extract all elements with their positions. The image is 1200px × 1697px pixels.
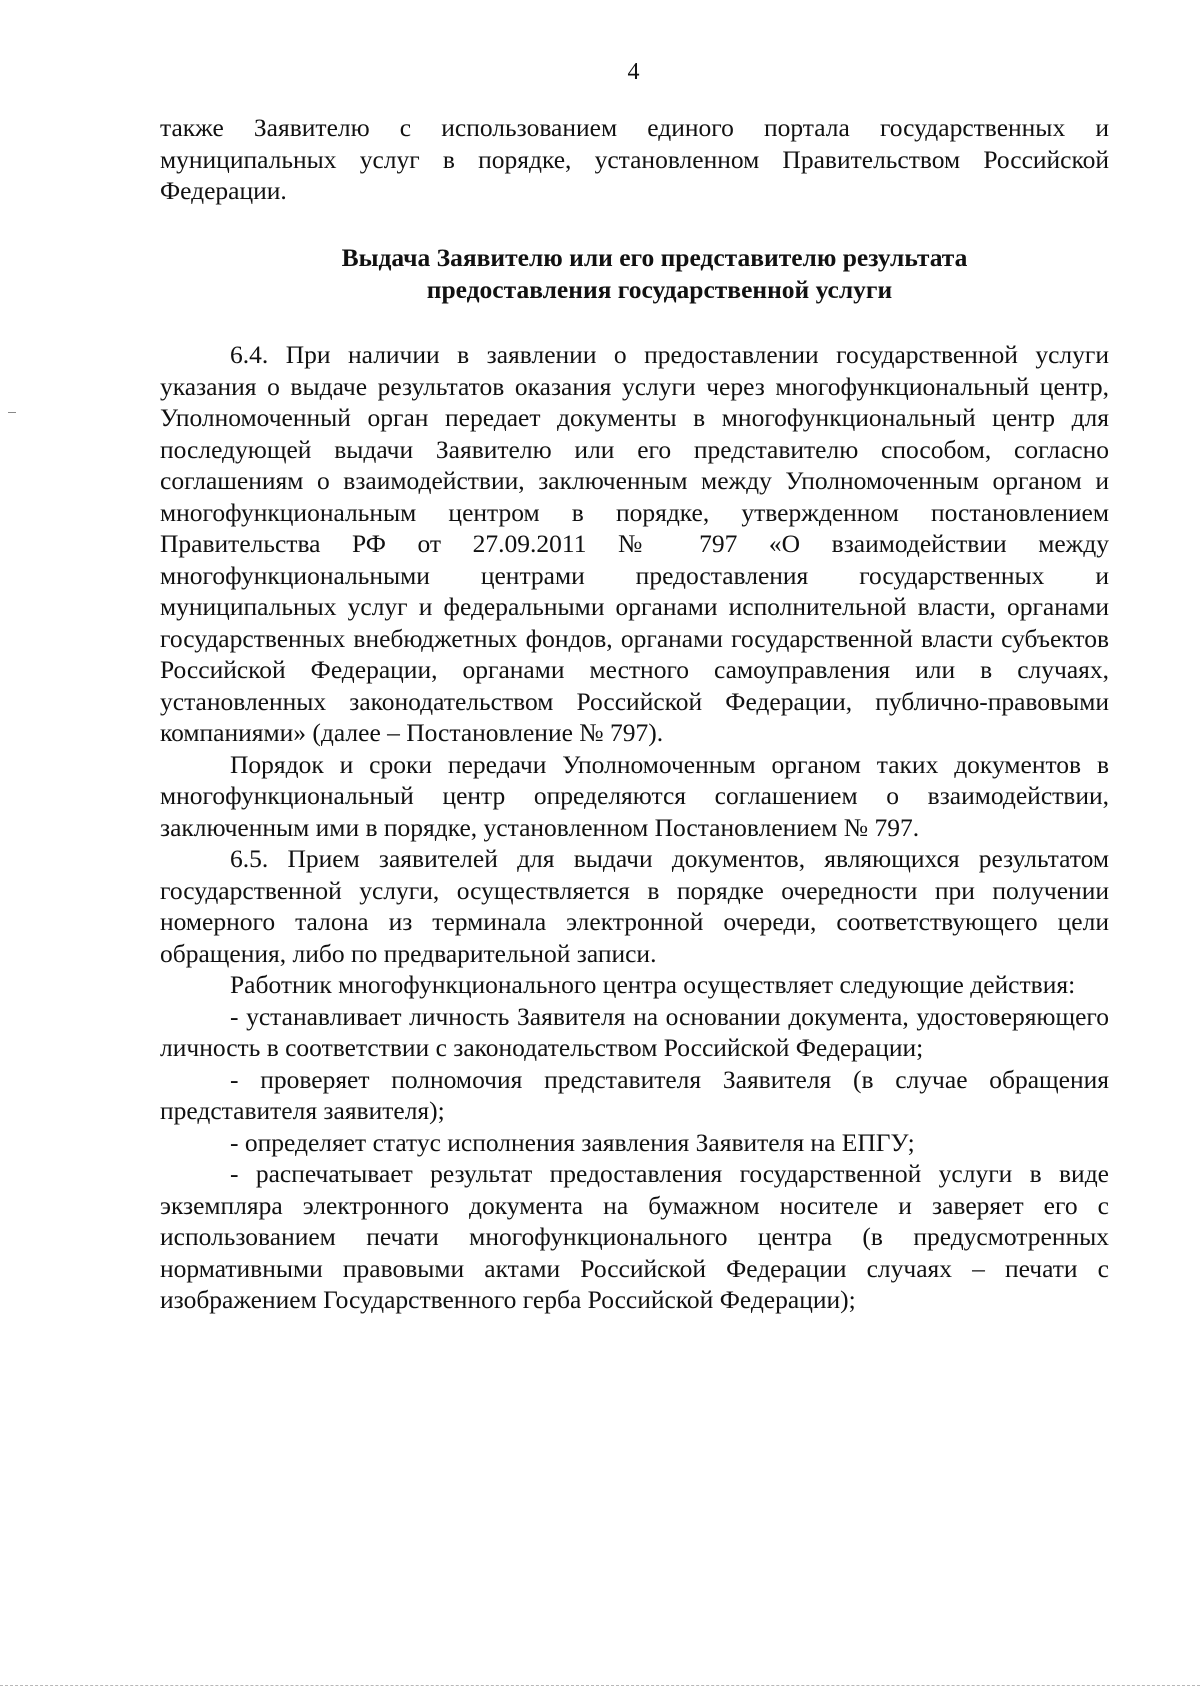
- paragraph-6-5: 6.5. Прием заявителей для выдачи документов, являющихся результатом государственной услуги, осуществляется в порядке очередности при получении номерного талона из терминала электронной очереди, соответствующего цели обращения, либо по предварительной записи.: [160, 844, 1109, 968]
- intro-paragraph: также Заявителю с использованием единого портала государственных и муниципальных услуг в порядке, установленном Правительством Российской Федерации.: [160, 113, 1109, 205]
- page-number: 4: [627, 59, 640, 85]
- list-item-print-result: - распечатывает результат предоставления государственной услуги в виде экземпляра электронного документа на бумажном носителе и заверяет его с использованием печати многофункционального центра (в предусмотренных нормативными правовыми актами Российской Федерации случаях – печати с изображением Государственного герба Российской Федерации);: [160, 1159, 1109, 1314]
- list-item-identity: - устанавливает личность Заявителя на основании документа, удостоверяющего личность в соответствии с законодательством Российской Федерации;: [160, 1001, 1109, 1062]
- section-heading-line-2: предоставления государственной услуги: [426, 275, 893, 304]
- scan-edge-line: [0, 1685, 1200, 1687]
- intro-block: [160, 112, 1109, 207]
- body-block: [160, 339, 1109, 1316]
- section-heading-line-1: Выдача Заявителю или его представителю результата: [341, 243, 968, 272]
- section-heading: [160, 242, 1109, 306]
- list-item-authority: - проверяет полномочия представителя Заявителя (в случае обращения представителя заявителя);: [160, 1064, 1109, 1125]
- list-item-status: - определяет статус исполнения заявления Заявителя на ЕПГУ;: [230, 1127, 915, 1157]
- paragraph-procedure: Порядок и сроки передачи Уполномоченным органом таких документов в многофункциональный центр определяются соглашением о взаимодействии, заключенным ими в порядке, установленном Постановлением № 797.: [160, 749, 1109, 842]
- paragraph-6-4: 6.4. При наличии в заявлении о предоставлении государственной услуги указания о выдаче результатов оказания услуги через многофункциональный центр, Уполномоченный орган передает документы в многофункциональный центр для последующей выдачи Заявителю или его представителю способом, согласно соглашениям о взаимодействии, заключенным между Уполномоченным органом и многофункциональным центром в порядке, утвержденном постановлением Правительства РФ от 27.09.2011 № 797 «О взаимодействии между многофункциональными центрами предоставления государственных и муниципальных услуг и федеральными органами исполнительной власти, органами государственных внебюджетных фондов, органами государственной власти субъектов Российской Федерации, органами местного самоуправления или в случаях, установленных законодательством Российской Федерации, публично-правовыми компаниями» (далее – Постановление № 797).: [160, 340, 1109, 747]
- paragraph-worker-actions: Работник многофункционального центра осуществляет следующие действия:: [230, 970, 1076, 999]
- scan-mark: [8, 412, 16, 413]
